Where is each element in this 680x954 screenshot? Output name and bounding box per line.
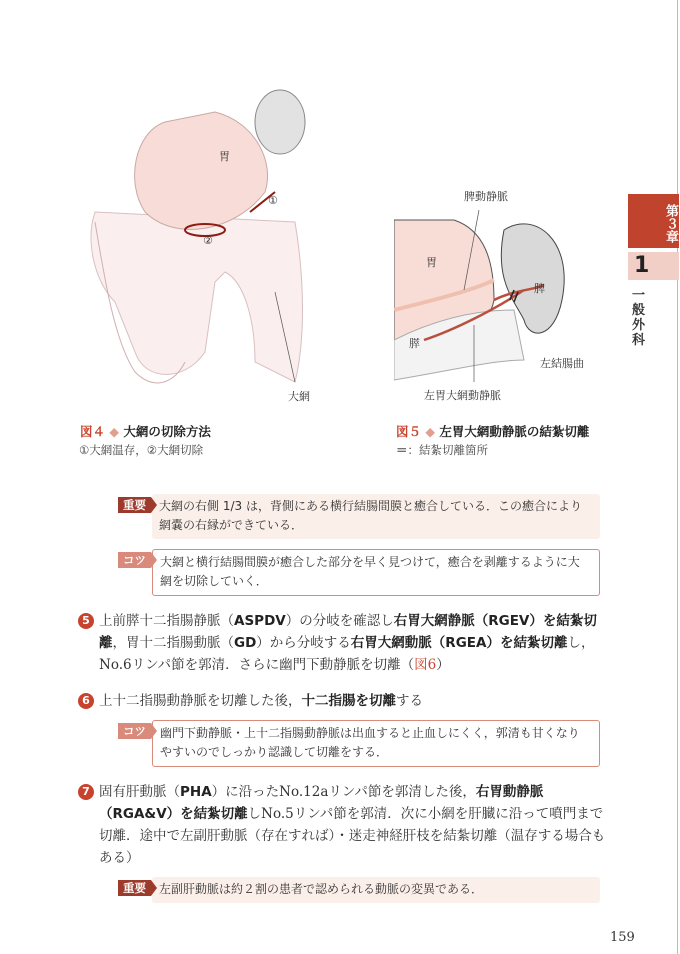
important-note (118, 877, 600, 903)
tip-tag: コツ (118, 723, 151, 739)
note-text: 大網の右側 1/3 は，背側にある横行結腸間膜と癒合している．この癒合により網嚢の右縁ができている． (152, 494, 600, 539)
step-5: 5 上前膵十二指腸静脈（ASPDV）の分岐を確認し右胃大網静脈（RGEV）を結紮切離，胃十二指腸動脈（GD）から分岐する右胃大網動脈（RGEA）を結紮切離し，No.6リンパ節を郭清．さらに幽門下動静脈を切離（図6） (78, 610, 608, 676)
figure-number: 図４ (80, 424, 106, 439)
important-tag: 重要 (118, 880, 151, 896)
step-6: 6 上十二指腸動静脈を切離した後，十二指腸を切離する (78, 690, 608, 712)
figure4-title: 図４ ◆ 大網の切除方法 (80, 424, 211, 439)
section-name: 一般外科 (632, 288, 646, 348)
figure5-illustration (394, 190, 624, 400)
splenic-flexure-label: 左結腸曲 (540, 357, 584, 370)
note-text: 幽門下動静脈・上十二指腸動静脈は出血すると止血しにくく，郭清も甘くなりやすいのでしっかり認識して切離をする． (152, 720, 600, 767)
marker-2-label: ② (203, 234, 213, 247)
section-tab: 1 (628, 252, 679, 280)
figure5-legend (396, 442, 488, 458)
figure4-caption: ①大網温存，②大網切除 (79, 443, 204, 457)
tip-note (118, 720, 600, 767)
splenic-vessel-label: 脾動静脈 (464, 190, 508, 203)
step-number: 5 (78, 613, 94, 629)
important-note (118, 494, 600, 539)
page-number: 159 (610, 930, 635, 945)
figure-title-text: 左胃大網動静脈の結紮切離 (439, 424, 590, 439)
tip-tag: コツ (118, 552, 151, 568)
ligation-symbol: ＝ (396, 443, 408, 457)
marker-1-label: ① (268, 194, 278, 207)
legend-text: ：結紮切離箇所 (407, 443, 488, 457)
figure4-illustration (75, 82, 325, 402)
step-number: 6 (78, 693, 94, 709)
body-text (78, 494, 608, 913)
omentum-label: 大網 (288, 390, 310, 403)
figure6-link[interactable]: 図6 (414, 657, 437, 673)
lgea-label: 左胃大網動静脈 (424, 389, 501, 402)
stomach-label: 胃 (426, 256, 437, 269)
stomach-label: 胃 (219, 150, 230, 163)
figure5-title: 図５ ◆ 左胃大網動静脈の結紮切離 (396, 424, 590, 439)
step-number: 7 (78, 784, 94, 800)
note-text: 左副肝動脈は約２割の患者で認められる動脈の変異である． (152, 877, 600, 903)
important-tag: 重要 (118, 497, 151, 513)
figure-number: 図５ (396, 424, 422, 439)
pancreas-label: 膵 (409, 337, 420, 350)
chapter-tab: 第３章 (628, 194, 679, 248)
step-7: 7 固有肝動脈（PHA）に沿ったNo.12aリンパ節を郭清した後，右胃動静脈（RGA&V）を結紮切離しNo.5リンパ節を郭清．次に小網を肝臓に沿って噴門まで切離．途中で左副肝動脈（存在すれば）・迷走神経肝枝を結紮切離（温存する場合もある） (78, 781, 608, 869)
page-edge (677, 0, 678, 954)
spleen-label: 脾 (534, 282, 545, 295)
figure-title-text: 大網の切除方法 (123, 424, 211, 439)
tip-note (118, 549, 600, 596)
note-text: 大網と横行結腸間膜が癒合した部分を早く見つけて，癒合を剥離するように大網を切除していく． (152, 549, 600, 596)
